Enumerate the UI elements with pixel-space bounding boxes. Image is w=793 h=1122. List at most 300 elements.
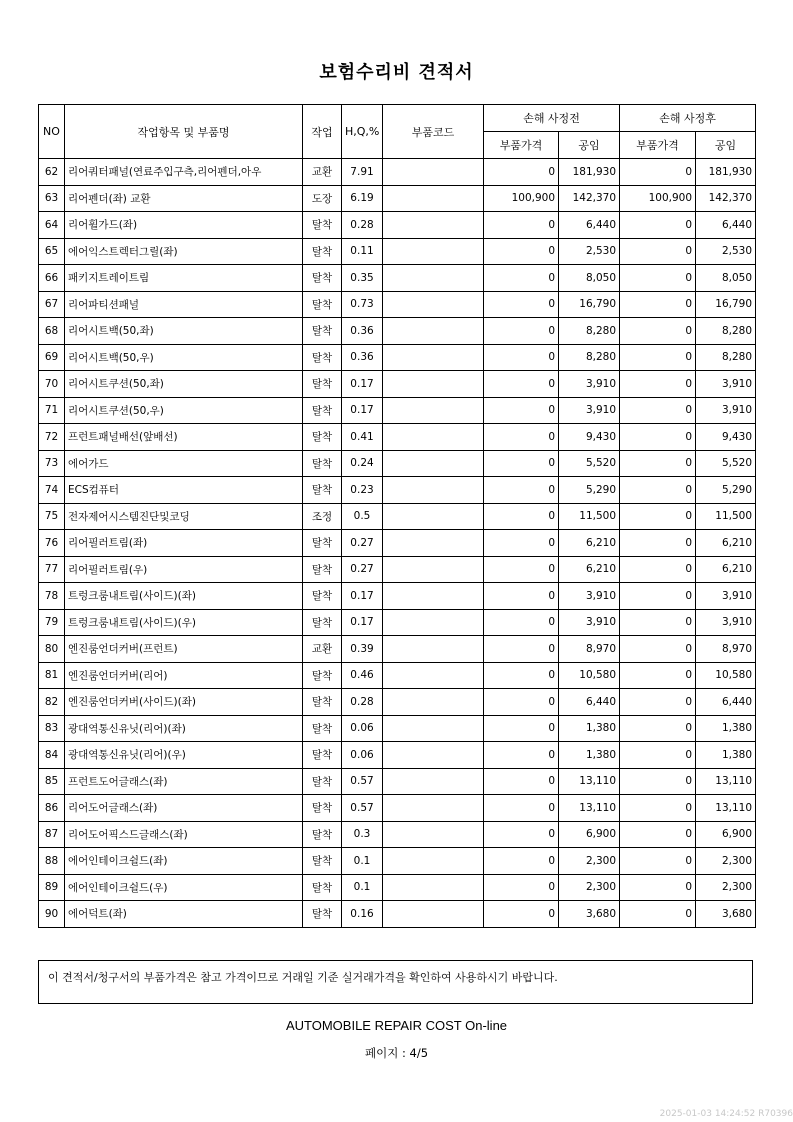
cell-part-code	[383, 609, 484, 636]
cell-part-code	[383, 185, 484, 212]
cell-item-name: 엔진룸언더커버(사이드)(좌)	[65, 689, 303, 716]
cell-after-part-price: 0	[620, 318, 696, 345]
cell-item-name: 광대역통신유닛(리어)(우)	[65, 742, 303, 769]
cell-hq: 0.17	[342, 371, 383, 398]
cell-before-part-price: 0	[484, 689, 559, 716]
cell-before-labor: 3,910	[559, 397, 620, 424]
cell-after-part-price: 0	[620, 212, 696, 239]
cell-after-part-price: 0	[620, 662, 696, 689]
cell-after-part-price: 0	[620, 821, 696, 848]
cell-after-labor: 3,680	[696, 901, 756, 928]
table-row	[39, 795, 756, 822]
cell-before-labor: 3,910	[559, 371, 620, 398]
cell-part-code	[383, 848, 484, 875]
cell-before-labor: 3,910	[559, 609, 620, 636]
header-item: 작업항목 및 부품명	[65, 105, 303, 159]
cell-part-code	[383, 450, 484, 477]
cell-no: 74	[39, 477, 65, 504]
cell-hq: 0.06	[342, 715, 383, 742]
table-row	[39, 768, 756, 795]
cell-after-labor: 1,380	[696, 742, 756, 769]
cell-after-labor: 8,970	[696, 636, 756, 663]
cell-no: 67	[39, 291, 65, 318]
header-after-assessment: 손해 사정후	[620, 105, 756, 132]
cell-after-part-price: 0	[620, 397, 696, 424]
cell-before-labor: 8,280	[559, 344, 620, 371]
table-row	[39, 450, 756, 477]
cell-work-type: 탈착	[303, 291, 342, 318]
cell-after-labor: 1,380	[696, 715, 756, 742]
cell-before-part-price: 0	[484, 450, 559, 477]
cell-no: 69	[39, 344, 65, 371]
cell-work-type: 탈착	[303, 424, 342, 451]
header-no: NO	[39, 105, 65, 159]
cell-work-type: 탈착	[303, 318, 342, 345]
header-before-assessment: 손해 사정전	[484, 105, 620, 132]
cell-work-type: 탈착	[303, 265, 342, 292]
cell-before-part-price: 0	[484, 477, 559, 504]
table-row	[39, 424, 756, 451]
cell-hq: 0.39	[342, 636, 383, 663]
header-hq: H,Q,%	[342, 105, 383, 159]
cell-hq: 0.24	[342, 450, 383, 477]
cell-after-part-price: 0	[620, 742, 696, 769]
cell-before-labor: 5,290	[559, 477, 620, 504]
cell-part-code	[383, 821, 484, 848]
cell-part-code	[383, 530, 484, 557]
cell-item-name: 리어필러트림(우)	[65, 556, 303, 583]
cell-no: 64	[39, 212, 65, 239]
cell-after-labor: 16,790	[696, 291, 756, 318]
cell-part-code	[383, 742, 484, 769]
header-before-labor: 공임	[559, 132, 620, 159]
cell-after-part-price: 0	[620, 609, 696, 636]
cell-before-part-price: 0	[484, 768, 559, 795]
cell-after-part-price: 100,900	[620, 185, 696, 212]
cell-no: 65	[39, 238, 65, 265]
table-row	[39, 530, 756, 557]
cell-before-part-price: 0	[484, 238, 559, 265]
cell-work-type: 탈착	[303, 848, 342, 875]
cell-after-labor: 5,520	[696, 450, 756, 477]
cell-item-name: 에어가드	[65, 450, 303, 477]
cell-hq: 0.36	[342, 318, 383, 345]
cell-hq: 0.11	[342, 238, 383, 265]
cell-work-type: 탈착	[303, 662, 342, 689]
cell-hq: 0.1	[342, 874, 383, 901]
header-before-part-price: 부품가격	[484, 132, 559, 159]
cell-no: 66	[39, 265, 65, 292]
cell-after-part-price: 0	[620, 265, 696, 292]
cell-after-part-price: 0	[620, 848, 696, 875]
cell-part-code	[383, 477, 484, 504]
table-row	[39, 848, 756, 875]
cell-no: 68	[39, 318, 65, 345]
cell-part-code	[383, 159, 484, 186]
table-row	[39, 159, 756, 186]
cell-before-part-price: 0	[484, 583, 559, 610]
cell-before-labor: 3,680	[559, 901, 620, 928]
cell-work-type: 탈착	[303, 821, 342, 848]
cell-after-part-price: 0	[620, 159, 696, 186]
cell-work-type: 탈착	[303, 477, 342, 504]
document-title: 보험수리비 견적서	[319, 62, 474, 83]
cell-item-name: 트렁크룸내트림(사이드)(우)	[65, 609, 303, 636]
cell-item-name: 에어인테이크쉴드(좌)	[65, 848, 303, 875]
cell-before-part-price: 0	[484, 530, 559, 557]
cell-after-part-price: 0	[620, 530, 696, 557]
cell-work-type: 탈착	[303, 397, 342, 424]
cell-item-name: 리어쿼터패널(연료주입구측,리어펜더,아우	[65, 159, 303, 186]
cell-item-name: 리어휠가드(좌)	[65, 212, 303, 239]
cell-before-labor: 6,900	[559, 821, 620, 848]
cell-hq: 0.17	[342, 583, 383, 610]
cell-item-name: 리어도어글래스(좌)	[65, 795, 303, 822]
cell-work-type: 교환	[303, 636, 342, 663]
cell-hq: 7.91	[342, 159, 383, 186]
cell-work-type: 탈착	[303, 530, 342, 557]
cell-before-part-price: 0	[484, 397, 559, 424]
table-row	[39, 212, 756, 239]
cell-after-part-price: 0	[620, 715, 696, 742]
cell-after-labor: 6,440	[696, 212, 756, 239]
cell-work-type: 탈착	[303, 583, 342, 610]
header-after-part-price: 부품가격	[620, 132, 696, 159]
cell-before-labor: 181,930	[559, 159, 620, 186]
cell-hq: 0.23	[342, 477, 383, 504]
cell-item-name: 리어필러트림(좌)	[65, 530, 303, 557]
cell-before-part-price: 0	[484, 212, 559, 239]
cell-before-part-price: 0	[484, 662, 559, 689]
cell-part-code	[383, 689, 484, 716]
table-row	[39, 583, 756, 610]
cell-after-part-price: 0	[620, 901, 696, 928]
cell-no: 83	[39, 715, 65, 742]
cell-item-name: 에어인테이크쉴드(우)	[65, 874, 303, 901]
cell-work-type: 탈착	[303, 874, 342, 901]
cell-hq: 0.1	[342, 848, 383, 875]
cell-before-part-price: 100,900	[484, 185, 559, 212]
cell-hq: 6.19	[342, 185, 383, 212]
cell-item-name: 리어시트백(50,우)	[65, 344, 303, 371]
cell-before-part-price: 0	[484, 556, 559, 583]
cell-no: 80	[39, 636, 65, 663]
header-part-code: 부품코드	[383, 105, 484, 159]
cell-work-type: 탈착	[303, 238, 342, 265]
cell-hq: 0.28	[342, 689, 383, 716]
cell-after-part-price: 0	[620, 556, 696, 583]
cell-item-name: 전자제어시스템진단및코딩	[65, 503, 303, 530]
cell-before-part-price: 0	[484, 742, 559, 769]
table-row	[39, 821, 756, 848]
cell-no: 77	[39, 556, 65, 583]
cell-no: 90	[39, 901, 65, 928]
cell-hq: 0.16	[342, 901, 383, 928]
cell-before-labor: 6,210	[559, 530, 620, 557]
table-row	[39, 371, 756, 398]
cell-item-name: 리어시트쿠션(50,우)	[65, 397, 303, 424]
cell-work-type: 탈착	[303, 795, 342, 822]
cell-before-part-price: 0	[484, 265, 559, 292]
cell-no: 86	[39, 795, 65, 822]
cell-after-labor: 142,370	[696, 185, 756, 212]
table-row	[39, 689, 756, 716]
table-row	[39, 318, 756, 345]
cell-after-labor: 8,050	[696, 265, 756, 292]
cell-hq: 0.36	[342, 344, 383, 371]
cell-before-part-price: 0	[484, 424, 559, 451]
table-row	[39, 742, 756, 769]
cell-hq: 0.5	[342, 503, 383, 530]
table-row	[39, 556, 756, 583]
cell-work-type: 도장	[303, 185, 342, 212]
cell-part-code	[383, 715, 484, 742]
cell-item-name: 광대역통신유닛(리어)(좌)	[65, 715, 303, 742]
cell-part-code	[383, 636, 484, 663]
page-number: 페이지 : 4/5	[364, 1046, 429, 1060]
cell-after-labor: 8,280	[696, 318, 756, 345]
cell-part-code	[383, 397, 484, 424]
cell-after-labor: 5,290	[696, 477, 756, 504]
cell-after-labor: 3,910	[696, 371, 756, 398]
cell-hq: 0.57	[342, 795, 383, 822]
cell-item-name: 패키지트레이트림	[65, 265, 303, 292]
cell-part-code	[383, 371, 484, 398]
cell-hq: 0.17	[342, 397, 383, 424]
cell-before-labor: 5,520	[559, 450, 620, 477]
cell-part-code	[383, 265, 484, 292]
cell-after-part-price: 0	[620, 371, 696, 398]
cell-no: 63	[39, 185, 65, 212]
cell-after-labor: 6,440	[696, 689, 756, 716]
cell-after-part-price: 0	[620, 583, 696, 610]
cell-before-labor: 8,050	[559, 265, 620, 292]
table-row	[39, 874, 756, 901]
cell-no: 71	[39, 397, 65, 424]
cell-no: 72	[39, 424, 65, 451]
cell-before-labor: 13,110	[559, 768, 620, 795]
cell-after-labor: 13,110	[696, 795, 756, 822]
cell-hq: 0.46	[342, 662, 383, 689]
cell-after-part-price: 0	[620, 874, 696, 901]
table-row	[39, 265, 756, 292]
table-row	[39, 901, 756, 928]
cell-work-type: 교환	[303, 159, 342, 186]
cell-item-name: 리어펜더(좌) 교환	[65, 185, 303, 212]
cell-work-type: 탈착	[303, 371, 342, 398]
cell-before-part-price: 0	[484, 795, 559, 822]
cell-work-type: 탈착	[303, 715, 342, 742]
cell-before-labor: 2,530	[559, 238, 620, 265]
cell-before-labor: 142,370	[559, 185, 620, 212]
cell-before-labor: 13,110	[559, 795, 620, 822]
cell-no: 81	[39, 662, 65, 689]
cell-part-code	[383, 212, 484, 239]
cell-before-part-price: 0	[484, 371, 559, 398]
table-row	[39, 238, 756, 265]
cell-after-labor: 9,430	[696, 424, 756, 451]
cell-before-part-price: 0	[484, 503, 559, 530]
cell-work-type: 탈착	[303, 344, 342, 371]
table-row	[39, 503, 756, 530]
cell-after-part-price: 0	[620, 795, 696, 822]
cell-part-code	[383, 901, 484, 928]
cell-no: 76	[39, 530, 65, 557]
cell-work-type: 탈착	[303, 689, 342, 716]
cell-before-labor: 1,380	[559, 742, 620, 769]
table-row	[39, 636, 756, 663]
cell-before-part-price: 0	[484, 715, 559, 742]
cell-hq: 0.06	[342, 742, 383, 769]
cell-before-part-price: 0	[484, 159, 559, 186]
table-row	[39, 344, 756, 371]
table-row	[39, 397, 756, 424]
cell-work-type: 탈착	[303, 450, 342, 477]
cell-part-code	[383, 291, 484, 318]
cell-before-labor: 6,440	[559, 212, 620, 239]
cell-after-labor: 2,300	[696, 874, 756, 901]
cell-part-code	[383, 503, 484, 530]
cell-before-labor: 9,430	[559, 424, 620, 451]
cell-no: 62	[39, 159, 65, 186]
cell-work-type: 조정	[303, 503, 342, 530]
cell-before-part-price: 0	[484, 636, 559, 663]
cell-before-part-price: 0	[484, 901, 559, 928]
cell-before-labor: 6,440	[559, 689, 620, 716]
cell-item-name: 에어익스트렉터그릴(좌)	[65, 238, 303, 265]
cell-part-code	[383, 662, 484, 689]
cell-item-name: 리어파티션패널	[65, 291, 303, 318]
cell-before-labor: 1,380	[559, 715, 620, 742]
cell-before-part-price: 0	[484, 609, 559, 636]
cell-after-labor: 6,210	[696, 556, 756, 583]
cell-no: 73	[39, 450, 65, 477]
table-row	[39, 291, 756, 318]
cell-no: 79	[39, 609, 65, 636]
cell-item-name: 에어덕트(좌)	[65, 901, 303, 928]
cell-after-labor: 3,910	[696, 397, 756, 424]
cell-hq: 0.17	[342, 609, 383, 636]
cell-before-part-price: 0	[484, 344, 559, 371]
table-row	[39, 715, 756, 742]
cell-hq: 0.35	[342, 265, 383, 292]
cell-before-labor: 8,280	[559, 318, 620, 345]
cell-part-code	[383, 583, 484, 610]
cell-before-labor: 3,910	[559, 583, 620, 610]
cell-no: 88	[39, 848, 65, 875]
cell-after-part-price: 0	[620, 450, 696, 477]
cell-work-type: 탈착	[303, 609, 342, 636]
cell-work-type: 탈착	[303, 768, 342, 795]
table-row	[39, 477, 756, 504]
cell-part-code	[383, 424, 484, 451]
cell-before-labor: 16,790	[559, 291, 620, 318]
cell-before-labor: 11,500	[559, 503, 620, 530]
cell-before-labor: 8,970	[559, 636, 620, 663]
cell-item-name: 트렁크룸내트림(사이드)(좌)	[65, 583, 303, 610]
cell-before-part-price: 0	[484, 874, 559, 901]
cell-part-code	[383, 344, 484, 371]
cell-work-type: 탈착	[303, 212, 342, 239]
cell-after-labor: 2,530	[696, 238, 756, 265]
cell-no: 82	[39, 689, 65, 716]
cell-item-name: 엔진룸언더커버(프런트)	[65, 636, 303, 663]
cell-before-labor: 2,300	[559, 848, 620, 875]
cell-before-part-price: 0	[484, 291, 559, 318]
cell-no: 85	[39, 768, 65, 795]
estimate-table	[38, 104, 756, 928]
cell-before-labor: 10,580	[559, 662, 620, 689]
header-work: 작업	[303, 105, 342, 159]
cell-item-name: 엔진룸언더커버(리어)	[65, 662, 303, 689]
cell-after-part-price: 0	[620, 477, 696, 504]
estimate-rows	[39, 159, 756, 928]
cell-after-labor: 8,280	[696, 344, 756, 371]
cell-after-labor: 6,900	[696, 821, 756, 848]
cell-work-type: 탈착	[303, 901, 342, 928]
cell-after-labor: 10,580	[696, 662, 756, 689]
cell-part-code	[383, 238, 484, 265]
cell-part-code	[383, 556, 484, 583]
cell-after-labor: 6,210	[696, 530, 756, 557]
cell-after-part-price: 0	[620, 636, 696, 663]
table-row	[39, 609, 756, 636]
cell-item-name: 리어시트쿠션(50,좌)	[65, 371, 303, 398]
price-notice: 이 견적서/청구서의 부품가격은 참고 가격이므로 거래일 기준 실거래가격을 확인하여 사용하시기 바랍니다.	[38, 960, 753, 1004]
cell-after-labor: 2,300	[696, 848, 756, 875]
cell-after-part-price: 0	[620, 291, 696, 318]
cell-item-name: 프런트도어글래스(좌)	[65, 768, 303, 795]
cell-item-name: 프런트패널배선(앞배선)	[65, 424, 303, 451]
cell-hq: 0.57	[342, 768, 383, 795]
print-timestamp: 2025-01-03 14:24:52 R70396	[659, 1109, 793, 1119]
cell-part-code	[383, 768, 484, 795]
cell-before-part-price: 0	[484, 318, 559, 345]
cell-part-code	[383, 318, 484, 345]
cell-after-part-price: 0	[620, 689, 696, 716]
cell-after-labor: 3,910	[696, 583, 756, 610]
cell-no: 75	[39, 503, 65, 530]
cell-no: 70	[39, 371, 65, 398]
footer-brand: AUTOMOBILE REPAIR COST On-line	[285, 1018, 508, 1033]
cell-part-code	[383, 795, 484, 822]
cell-after-labor: 13,110	[696, 768, 756, 795]
cell-after-part-price: 0	[620, 424, 696, 451]
cell-hq: 0.27	[342, 556, 383, 583]
cell-after-part-price: 0	[620, 344, 696, 371]
cell-part-code	[383, 874, 484, 901]
cell-item-name: 리어시트백(50,좌)	[65, 318, 303, 345]
cell-work-type: 탈착	[303, 742, 342, 769]
cell-work-type: 탈착	[303, 556, 342, 583]
cell-after-part-price: 0	[620, 503, 696, 530]
cell-before-part-price: 0	[484, 821, 559, 848]
cell-no: 84	[39, 742, 65, 769]
cell-item-name: ECS컴퓨터	[65, 477, 303, 504]
cell-item-name: 리어도어픽스드글래스(좌)	[65, 821, 303, 848]
cell-after-labor: 3,910	[696, 609, 756, 636]
cell-hq: 0.27	[342, 530, 383, 557]
cell-no: 87	[39, 821, 65, 848]
cell-no: 89	[39, 874, 65, 901]
cell-hq: 0.3	[342, 821, 383, 848]
header-after-labor: 공임	[696, 132, 756, 159]
cell-before-labor: 2,300	[559, 874, 620, 901]
cell-before-labor: 6,210	[559, 556, 620, 583]
table-row	[39, 185, 756, 212]
cell-hq: 0.73	[342, 291, 383, 318]
cell-after-part-price: 0	[620, 238, 696, 265]
